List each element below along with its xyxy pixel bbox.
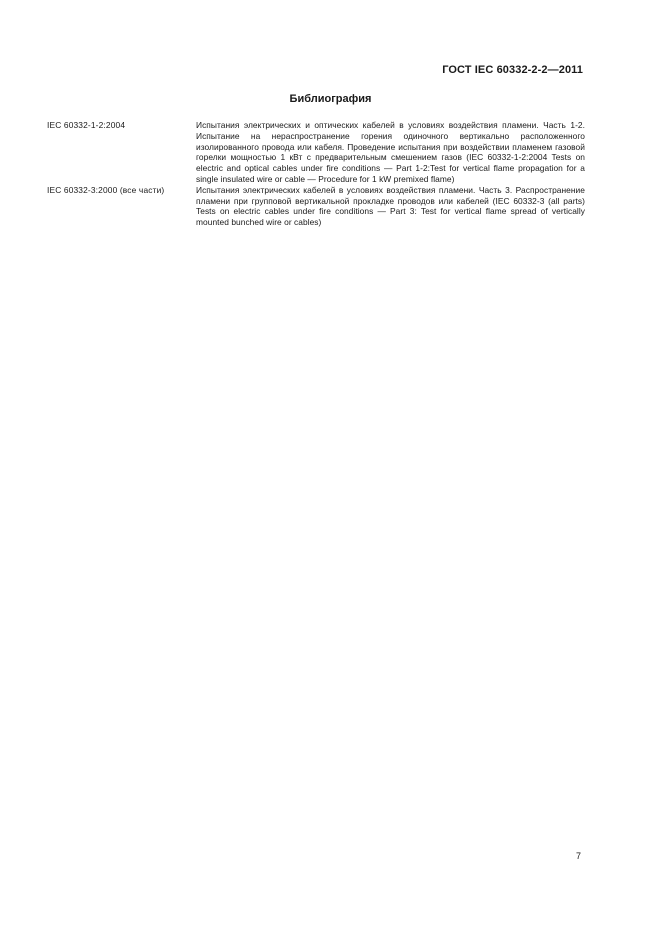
bibliography-reference: IEC 60332-1-2:2004 bbox=[47, 120, 126, 130]
bibliography-entry bbox=[47, 120, 585, 185]
bibliography-reference: IEC 60332-3:2000 (все части) bbox=[47, 184, 165, 195]
bibliography-description: Испытания электрических кабелей в условиях воздействия пламени. Часть 3. Распространение пламени при групповой вертикальной прокладке проводов или кабелей (IEC 60332-3 (all parts) Tests on electric cables under fire conditions — Part 3: Test for vertical flame spread of vertically mounted bunched wire or cables) bbox=[196, 184, 585, 228]
page-number: 7 bbox=[575, 851, 581, 861]
bibliography-list bbox=[47, 120, 585, 228]
bibliography-entry bbox=[47, 185, 585, 228]
bibliography-description: Испытания электрических и оптических кабелей в условиях воздействия пламени. Часть 1-2. Испытание на нераспространение горения одиночного вертикально расположенного изолированного провода или кабеля. Проведение испытания при воздействии пламенем газовой горелки мощностью 1 кВт с предварительным смешением газов (IEC 60332-1-2:2004 Tests on electric and optical cables under fire conditions — Part 1-2:Test for vertical flame propagation for a single insulated wire or cable — Procedure for 1 kW premixed flame) bbox=[196, 120, 585, 184]
document-standard-code: ГОСТ IEC 60332-2-2—2011 bbox=[442, 64, 583, 76]
section-title: Библиография bbox=[289, 93, 372, 105]
